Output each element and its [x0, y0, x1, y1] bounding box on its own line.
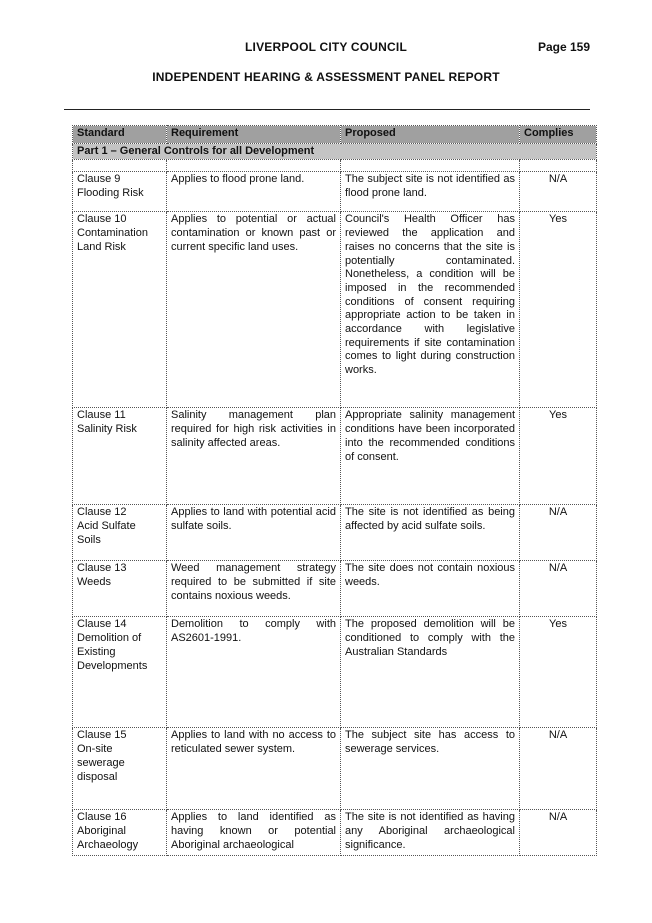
standard-cell: Clause 12 Acid Sulfate Soils: [73, 505, 167, 561]
table-header-row: [73, 126, 597, 144]
standard-cell: Clause 10 Contamination Land Risk: [73, 212, 167, 408]
proposed-cell: The site does not contain noxious weeds.: [341, 561, 520, 617]
complies-cell: Yes: [520, 617, 597, 728]
table-row: [73, 212, 597, 408]
proposed-cell: The subject site is not identified as flood prone land.: [341, 172, 520, 212]
requirement-cell: Applies to land with no access to reticulated sewer system.: [167, 728, 341, 810]
standards-table: [72, 125, 597, 856]
report-title: INDEPENDENT HEARING & ASSESSMENT PANEL REPORT: [152, 70, 500, 84]
complies-cell: N/A: [520, 172, 597, 212]
page-number: Page 159: [537, 40, 590, 54]
proposed-cell: The site is not identified as being affected by acid sulfate soils.: [341, 505, 520, 561]
table-row: [73, 408, 597, 505]
table-row: [73, 172, 597, 212]
table-row: [73, 810, 597, 855]
column-header-requirement: Requirement: [167, 126, 341, 144]
standard-cell: Clause 11 Salinity Risk: [73, 408, 167, 505]
proposed-cell: Appropriate salinity management conditions have been incorporated into the recommended conditions of consent.: [341, 408, 520, 505]
standard-cell: Clause 14 Demolition of Existing Developments: [73, 617, 167, 728]
column-header-complies: Complies: [520, 126, 597, 144]
table-row: [73, 505, 597, 561]
complies-cell: N/A: [520, 561, 597, 617]
proposed-cell: The site is not identified as having any Aboriginal archaeological significance.: [341, 810, 520, 855]
table-row: [73, 617, 597, 728]
requirement-cell: Applies to land with potential acid sulfate soils.: [167, 505, 341, 561]
proposed-cell: The proposed demolition will be conditioned to comply with the Australian Standards: [341, 617, 520, 728]
requirement-cell: Weed management strategy required to be submitted if site contains noxious weeds.: [167, 561, 341, 617]
proposed-cell: The subject site has access to sewerage services.: [341, 728, 520, 810]
requirement-cell: Applies to land identified as having known or potential Aboriginal archaeological: [167, 810, 341, 855]
standard-cell: Clause 15 On-site sewerage disposal: [73, 728, 167, 810]
requirement-cell: Applies to flood prone land.: [167, 172, 341, 212]
spacer-row: [73, 160, 597, 172]
table-row: [73, 728, 597, 810]
standard-cell: Clause 16 Aboriginal Archaeology: [73, 810, 167, 855]
complies-cell: Yes: [520, 408, 597, 505]
requirement-cell: Applies to potential or actual contamination or known past or current specific land uses.: [167, 212, 341, 408]
complies-cell: N/A: [520, 728, 597, 810]
table-row: [73, 561, 597, 617]
column-header-standard: Standard: [73, 126, 167, 144]
requirement-cell: Demolition to comply with AS2601-1991.: [167, 617, 341, 728]
part-heading-row: [73, 143, 597, 160]
part-heading: Part 1 – General Controls for all Development: [73, 143, 597, 160]
council-name: LIVERPOOL CITY COUNCIL: [245, 40, 407, 54]
requirement-cell: Salinity management plan required for high risk activities in salinity affected areas.: [167, 408, 341, 505]
complies-cell: N/A: [520, 505, 597, 561]
standard-cell: Clause 9 Flooding Risk: [73, 172, 167, 212]
complies-cell: Yes: [520, 212, 597, 408]
complies-cell: N/A: [520, 810, 597, 855]
proposed-cell: Council's Health Officer has reviewed the application and raises no concerns that the site is potentially contaminated. Nonetheless, a condition will be imposed in the recommended conditions of consent requiring appropriate action to be taken in accordance with legislative requirements if site contamination comes to light during construction works.: [341, 212, 520, 408]
column-header-proposed: Proposed: [341, 126, 520, 144]
standard-cell: Clause 13 Weeds: [73, 561, 167, 617]
header-divider: [64, 109, 590, 110]
